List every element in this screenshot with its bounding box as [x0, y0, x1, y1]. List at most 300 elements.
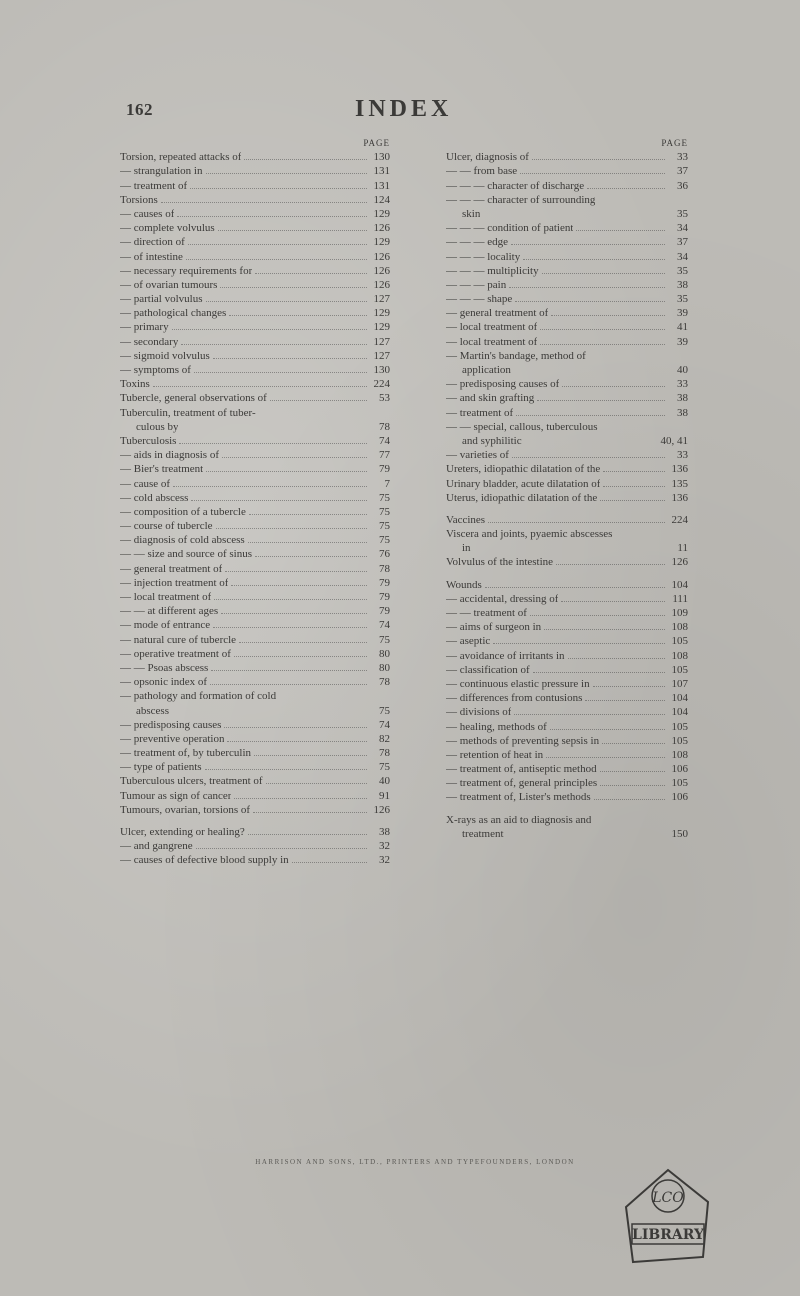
leader-dots	[600, 500, 665, 501]
index-entry	[120, 689, 390, 703]
index-entry-page: 79	[379, 463, 390, 476]
index-entry	[446, 577, 688, 591]
index-entry-page: 76	[379, 548, 390, 561]
leader-dots	[292, 862, 367, 863]
leader-dots	[266, 783, 367, 784]
index-entry-page: 127	[373, 349, 390, 362]
index-entry-page: 75	[379, 633, 390, 646]
index-entry	[120, 164, 390, 178]
index-entry-page: 80	[379, 661, 390, 674]
index-entry	[120, 505, 390, 519]
leader-dots	[532, 159, 665, 160]
leader-dots	[530, 615, 665, 616]
index-entry-page: 41	[677, 321, 688, 334]
index-entry	[446, 264, 688, 278]
index-entry	[120, 462, 390, 476]
index-entry	[120, 306, 390, 320]
index-entry	[446, 377, 688, 391]
leader-dots	[234, 798, 367, 799]
index-entry-page: 111	[672, 592, 688, 605]
index-entry-text: Tuberculous ulcers, treatment of	[120, 775, 263, 788]
index-entry-text: Ulcer, diagnosis of	[446, 151, 529, 164]
index-entry	[446, 278, 688, 292]
index-entry	[120, 363, 390, 377]
index-entry-page: 7	[384, 477, 390, 490]
index-entry-page: 35	[677, 264, 688, 277]
index-entry	[120, 647, 390, 661]
index-entry	[120, 788, 390, 802]
index-entry	[120, 377, 390, 391]
index-entry-page: 126	[373, 803, 390, 816]
leader-dots	[509, 287, 665, 288]
index-entry	[120, 264, 390, 278]
index-entry-page: 129	[373, 207, 390, 220]
index-entry	[120, 519, 390, 533]
index-entry	[120, 193, 390, 207]
index-entry-text: — and gangrene	[120, 840, 193, 853]
leader-dots	[244, 159, 367, 160]
index-entry-text: — aims of surgeon in	[446, 621, 542, 634]
leader-dots	[546, 757, 665, 758]
index-entry	[120, 718, 390, 732]
index-entry-page: 126	[373, 278, 390, 291]
index-entry-text: — natural cure of tubercle	[120, 633, 237, 646]
index-entry-text: — Bier's treatment	[120, 463, 204, 476]
index-entry-page: 105	[671, 635, 688, 648]
library-stamp-icon	[608, 1162, 728, 1277]
index-entry-page: 136	[671, 463, 688, 476]
index-column-right	[446, 138, 688, 841]
leader-dots	[550, 729, 665, 730]
leader-dots	[205, 769, 367, 770]
index-entry-page: 105	[671, 734, 688, 747]
index-entry-text: — — treatment of	[446, 607, 527, 619]
index-entry-text: Tumour as sign of cancer	[120, 789, 232, 802]
index-entry	[446, 677, 688, 691]
index-entry-page: 38	[379, 826, 390, 838]
index-entry-page: 78	[379, 420, 390, 433]
index-entry	[446, 434, 688, 448]
index-entry	[446, 150, 688, 164]
index-entry-page: 130	[373, 151, 390, 164]
leader-dots	[587, 188, 665, 189]
index-entry	[446, 663, 688, 677]
leader-dots	[562, 386, 665, 387]
index-entry-text: — — — pain	[446, 278, 507, 291]
index-entry-page: 126	[373, 264, 390, 277]
index-entry-page: 53	[379, 392, 390, 405]
leader-dots	[515, 301, 665, 302]
index-entry-text: — course of tubercle	[120, 520, 213, 533]
index-entry-text: — of ovarian tumours	[120, 278, 218, 291]
index-entry-text: — varieties of	[446, 449, 509, 462]
leader-dots	[537, 400, 665, 401]
index-entry-page: 126	[373, 222, 390, 235]
index-entry-text: treatment	[462, 827, 504, 840]
index-entry-page: 78	[379, 562, 390, 575]
index-entry-text: abscess	[136, 704, 169, 717]
index-entry	[120, 420, 390, 434]
index-entry-text: — differences from contusions	[446, 692, 583, 705]
index-entry-text: — general treatment of	[446, 307, 549, 320]
index-entry-text: — retention of heat in	[446, 748, 544, 761]
index-entry	[446, 320, 688, 334]
index-entry	[120, 405, 390, 419]
leader-dots	[593, 686, 665, 687]
leader-dots	[224, 727, 367, 728]
leader-dots	[516, 415, 665, 416]
index-entry-text: — mode of entrance	[120, 619, 211, 632]
index-entry-text: — — — shape	[446, 293, 513, 306]
index-entry-text: — complete volvulus	[120, 222, 215, 235]
index-entry-page: 105	[671, 777, 688, 790]
page-number: 162	[126, 100, 153, 119]
leader-dots	[153, 386, 367, 387]
leader-dots	[255, 556, 367, 557]
index-entry-text: — continuous elastic pressure in	[446, 677, 590, 690]
leader-dots	[511, 244, 665, 245]
index-entry-page: 106	[671, 763, 688, 776]
index-entry	[446, 249, 688, 263]
index-entry	[446, 235, 688, 249]
index-entry	[446, 491, 688, 505]
index-entry-page: 224	[671, 513, 688, 526]
leader-dots	[229, 315, 367, 316]
index-entry-text: — — — character of surrounding	[446, 193, 596, 206]
index-entry-text: — composition of a tubercle	[120, 505, 246, 518]
index-entry-page: 38	[677, 392, 688, 405]
index-entry-text: — causes of defective blood supply in	[120, 854, 289, 867]
index-entry	[120, 150, 390, 164]
leader-dots	[594, 799, 665, 800]
index-entry-page: 75	[379, 520, 390, 533]
index-entry-text: — — at different ages	[120, 605, 219, 618]
index-entry-page: 224	[373, 378, 390, 391]
index-list-right	[446, 150, 688, 841]
index-entry-text: — — size and source of sinus	[120, 548, 252, 561]
leader-dots	[512, 457, 665, 458]
index-entry-text: — — — character of discharge	[446, 179, 585, 192]
index-entry-page: 105	[671, 720, 688, 733]
index-entry	[446, 164, 688, 178]
index-entry	[120, 661, 390, 675]
index-entry	[120, 760, 390, 774]
index-entry-page: 77	[379, 449, 390, 462]
leader-dots	[190, 188, 367, 189]
index-entry-page: 34	[677, 222, 688, 235]
index-entry-text: — aseptic	[446, 635, 491, 648]
leader-dots	[603, 471, 665, 472]
leader-dots	[254, 755, 367, 756]
index-entry	[120, 235, 390, 249]
index-entry-text: Tumours, ovarian, torsions of	[120, 803, 251, 816]
index-column-left	[120, 138, 390, 867]
leader-dots	[556, 564, 665, 565]
leader-dots	[248, 834, 367, 835]
index-entry	[120, 803, 390, 817]
index-entry-page: 129	[373, 307, 390, 320]
leader-dots	[220, 287, 367, 288]
index-entry-page: 39	[677, 307, 688, 320]
index-entry-page: 33	[677, 449, 688, 462]
index-entry-text: Viscera and joints, pyaemic abscesses	[446, 528, 613, 541]
index-entry-page: 80	[379, 647, 390, 660]
index-entry-text: — predisposing causes	[120, 718, 222, 731]
index-entry-text: skin	[462, 207, 481, 220]
index-entry	[446, 462, 688, 476]
index-entry-page: 136	[671, 491, 688, 504]
leader-dots	[542, 273, 665, 274]
leader-dots	[249, 514, 367, 515]
index-entry-page: 108	[671, 748, 688, 761]
index-entry-page: 104	[671, 578, 688, 591]
index-entry-page: 74	[379, 434, 390, 447]
leader-dots	[234, 656, 367, 657]
index-entry	[446, 349, 688, 363]
leader-dots	[210, 684, 367, 685]
index-entry-text: — accidental, dressing of	[446, 592, 559, 605]
leader-dots	[206, 301, 368, 302]
leader-dots	[514, 714, 665, 715]
index-entry-text: — — Psoas abscess	[120, 661, 209, 674]
index-entry	[120, 178, 390, 192]
index-entry-page: 109	[671, 607, 688, 619]
index-entry-text: — direction of	[120, 236, 185, 249]
index-entry-text: — methods of preventing sepsis in	[446, 734, 600, 747]
index-entry	[446, 734, 688, 748]
leader-dots	[218, 230, 367, 231]
index-entry-page: 32	[379, 854, 390, 867]
leader-dots	[194, 372, 367, 373]
leader-dots	[520, 173, 665, 174]
leader-dots	[239, 642, 367, 643]
index-entry-text: Ulcer, extending or healing?	[120, 826, 245, 838]
index-entry-text: — predisposing causes of	[446, 378, 560, 391]
leader-dots	[206, 471, 367, 472]
index-entry-text: — pathology and formation of cold	[120, 690, 277, 703]
leader-dots	[181, 344, 367, 345]
index-entry-page: 75	[379, 704, 390, 717]
leader-dots	[568, 658, 665, 659]
index-entry-page: 104	[671, 706, 688, 719]
index-entry-text: — of intestine	[120, 250, 183, 263]
index-entry-text: — — from base	[446, 165, 518, 178]
index-entry-text: — secondary	[120, 335, 179, 348]
index-entry	[446, 207, 688, 221]
index-entry	[446, 719, 688, 733]
leader-dots	[172, 329, 367, 330]
leader-dots	[188, 244, 367, 245]
index-entry	[446, 691, 688, 705]
index-entry-text: — — — multiplicity	[446, 264, 539, 277]
index-entry	[446, 306, 688, 320]
leader-dots	[206, 173, 368, 174]
index-entry	[120, 825, 390, 839]
index-entry	[446, 193, 688, 207]
index-entry-page: 131	[373, 165, 390, 178]
leader-dots	[602, 743, 665, 744]
index-entry	[120, 249, 390, 263]
index-entry-text: Vaccines	[446, 513, 486, 526]
index-entry	[120, 576, 390, 590]
index-entry-page: 74	[379, 619, 390, 632]
index-entry-text: Urinary bladder, acute dilatation of	[446, 477, 601, 490]
printer-imprint: HARRISON AND SONS, LTD., PRINTERS AND TYPEFOUNDERS, LONDON	[255, 1158, 575, 1166]
index-entry	[120, 632, 390, 646]
index-entry-text: — local treatment of	[446, 335, 538, 348]
index-entry-text: — opsonic index of	[120, 676, 208, 689]
index-entry-text: — divisions of	[446, 706, 512, 719]
index-entry-page: 75	[379, 761, 390, 774]
leader-dots	[177, 216, 367, 217]
index-entry-page: 38	[677, 406, 688, 419]
index-entry-text: — — — condition of patient	[446, 222, 574, 235]
index-entry-page: 36	[677, 179, 688, 192]
index-entry-text: Uterus, idiopathic dilatation of the	[446, 491, 598, 504]
index-entry-page: 135	[671, 477, 688, 490]
index-entry-text: — cold abscess	[120, 491, 189, 504]
leader-dots	[227, 741, 367, 742]
index-entry	[120, 533, 390, 547]
index-entry-page: 37	[677, 165, 688, 178]
index-entry-text: — preventive operation	[120, 732, 225, 745]
index-entry	[120, 320, 390, 334]
leader-dots	[540, 329, 665, 330]
leader-dots	[214, 599, 367, 600]
stamp-line2: LIBRARY	[632, 1227, 704, 1243]
index-entry	[120, 448, 390, 462]
column-head-page: PAGE	[661, 138, 688, 148]
index-entry	[120, 207, 390, 221]
index-entry-page: 38	[677, 278, 688, 291]
index-entry	[120, 391, 390, 405]
index-entry	[446, 648, 688, 662]
leader-dots	[253, 812, 367, 813]
index-entry-page: 33	[677, 378, 688, 391]
index-entry-text: application	[462, 364, 511, 376]
index-entry	[446, 178, 688, 192]
leader-dots	[551, 315, 665, 316]
index-entry-text: — symptoms of	[120, 364, 191, 376]
index-entry-page: 126	[373, 250, 390, 263]
index-entry-page: 129	[373, 236, 390, 249]
index-entry-text: — necessary requirements for	[120, 264, 253, 277]
index-entry-text: — sigmoid volvulus	[120, 349, 210, 362]
leader-dots	[216, 528, 367, 529]
index-entry-page: 40	[379, 775, 390, 788]
index-entry-page: 75	[379, 534, 390, 547]
index-entry-page: 82	[379, 732, 390, 745]
index-entry-page: 34	[677, 250, 688, 263]
leader-dots	[222, 457, 367, 458]
index-entry-page: 126	[671, 556, 688, 569]
leader-dots	[533, 672, 665, 673]
index-entry-page: 33	[677, 151, 688, 164]
index-entry	[446, 363, 688, 377]
leader-dots	[576, 230, 665, 231]
index-entry	[120, 732, 390, 746]
index-entry-page: 32	[379, 840, 390, 853]
index-entry-page: 131	[373, 179, 390, 192]
index-entry-page: 39	[677, 335, 688, 348]
index-entry-text: Torsion, repeated attacks of	[120, 151, 242, 164]
index-entry	[446, 812, 688, 826]
index-entry	[446, 634, 688, 648]
index-entry-page: 91	[379, 789, 390, 802]
index-entry-page: 35	[677, 207, 688, 220]
index-entry	[446, 334, 688, 348]
index-entry-text: — classification of	[446, 663, 530, 676]
index-entry	[120, 334, 390, 348]
index-entry-text: — avoidance of irritants in	[446, 649, 565, 662]
index-entry	[120, 491, 390, 505]
index-entry-text: — injection treatment of	[120, 576, 229, 589]
leader-dots	[213, 358, 367, 359]
index-entry-page: 105	[671, 663, 688, 676]
index-entry	[446, 292, 688, 306]
leader-dots	[191, 500, 367, 501]
index-entry-text: Volvulus of the intestine	[446, 556, 554, 569]
index-entry	[446, 705, 688, 719]
index-entry	[446, 620, 688, 634]
leader-dots	[585, 700, 665, 701]
index-entry	[120, 703, 390, 717]
leader-dots	[493, 643, 665, 644]
index-entry-text: — diagnosis of cold abscess	[120, 534, 245, 547]
index-entry-page: 79	[379, 605, 390, 618]
index-entry-text: Wounds	[446, 578, 482, 591]
index-entry-text: culous by	[136, 420, 179, 433]
index-entry	[446, 776, 688, 790]
index-entry	[446, 448, 688, 462]
index-entry-page: 74	[379, 718, 390, 731]
index-entry	[120, 746, 390, 760]
index-entry	[446, 476, 688, 490]
index-entry-page: 79	[379, 576, 390, 589]
index-entry-text: — cause of	[120, 477, 171, 490]
index-entry-page: 78	[379, 676, 390, 689]
index-entry	[446, 827, 688, 841]
index-entry-text: — operative treatment of	[120, 647, 231, 660]
index-entry-text: Tuberculosis	[120, 434, 177, 447]
index-entry-text: — causes of	[120, 207, 175, 220]
index-entry-text: Torsions	[120, 193, 158, 206]
index-entry-text: and syphilitic	[462, 434, 522, 447]
leader-dots	[221, 613, 367, 614]
index-entry-page: 107	[671, 677, 688, 690]
index-entry-text: — primary	[120, 321, 169, 334]
index-entry-text: Tubercle, general observations of	[120, 392, 267, 405]
index-entry	[446, 592, 688, 606]
index-entry-text: — — special, callous, tuberculous	[446, 420, 598, 433]
index-entry-text: X-rays as an aid to diagnosis and	[446, 813, 592, 826]
index-entry	[446, 420, 688, 434]
index-entry	[120, 590, 390, 604]
index-entry	[446, 405, 688, 419]
index-entry-text: — treatment of, antiseptic method	[446, 763, 597, 776]
index-entry	[446, 762, 688, 776]
leader-dots	[186, 259, 367, 260]
index-entry-page: 124	[373, 193, 390, 206]
leader-dots	[561, 601, 665, 602]
stamp-line1: LCO	[652, 1190, 684, 1206]
leader-dots	[231, 585, 367, 586]
index-entry-page: 127	[373, 293, 390, 306]
index-entry-text: — treatment of	[120, 179, 188, 192]
index-entry-page: 108	[671, 649, 688, 662]
index-entry-text: — treatment of, general principles	[446, 777, 598, 790]
index-entry-text: — aids in diagnosis of	[120, 449, 219, 462]
